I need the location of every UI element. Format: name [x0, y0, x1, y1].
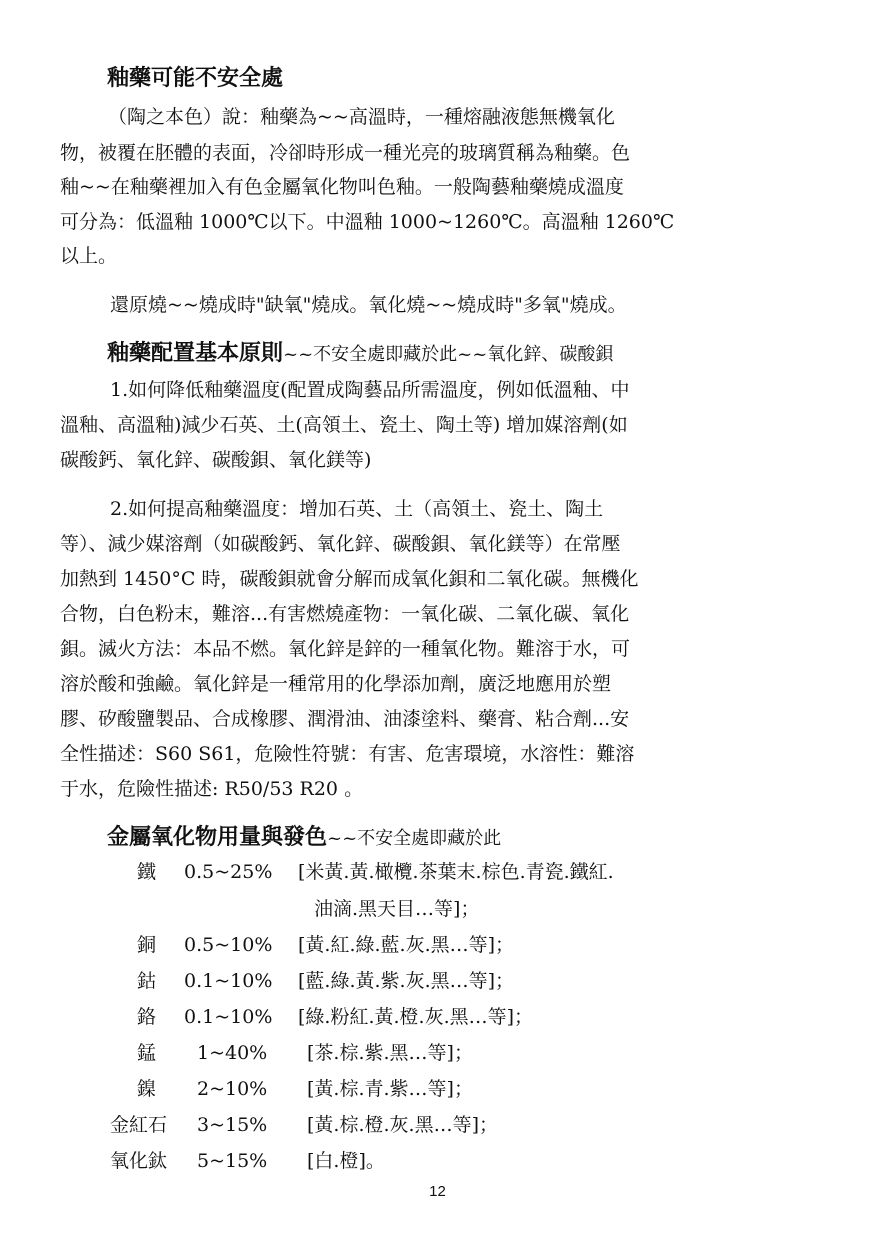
metal-name: 氧化鈦: [110, 1150, 168, 1172]
paragraph-line: 于水，危險性描述: R50/53 R20 。: [60, 778, 364, 800]
metal-colors: [黃.紅.綠.藍.灰.黑…等]；: [298, 934, 515, 956]
paragraph-line: 1.如何降低釉藥溫度(配置成陶藝品所需溫度，例如低溫釉、中: [110, 379, 630, 401]
metal-name: 錳: [137, 1042, 157, 1064]
paragraph-line: 合物，白色粉末，難溶...有害燃燒產物：一氧化碳、二氧化碳、氧化: [60, 603, 630, 625]
metal-range: 0.1~10%: [184, 1006, 273, 1028]
paragraph-line: 溶於酸和強鹼。氧化鋅是一種常用的化學添加劑，廣泛地應用於塑: [60, 673, 612, 695]
paragraph-line: 可分為：低溫釉 1000℃以下。中溫釉 1000~1260℃。高溫釉 1260℃: [60, 211, 675, 233]
metal-colors-continued: 油滴.黑天目…等]；: [314, 898, 480, 920]
heading-text: 釉藥配置基本原則: [107, 340, 284, 366]
section-heading-metal-oxides: [107, 824, 501, 852]
metal-range: 5~15%: [197, 1150, 268, 1172]
metal-range: 1~40%: [197, 1042, 268, 1064]
paragraph-line: 2.如何提高釉藥溫度：增加石英、土（高領土、瓷土、陶土: [110, 498, 604, 520]
metal-name: 銅: [137, 934, 157, 956]
metal-range: 0.5~10%: [184, 934, 273, 956]
paragraph-line: 加熱到 1450°C 時，碳酸鋇就會分解而成氧化鋇和二氧化碳。無機化: [60, 568, 639, 590]
heading-suffix: ~~不安全處即藏於此: [327, 828, 502, 849]
paragraph-line: 溫釉、高溫釉)減少石英、土(高領土、瓷土、陶土等) 增加媒溶劑(如: [60, 414, 628, 436]
metal-name: 鎳: [137, 1078, 157, 1100]
paragraph-line: 以上。: [60, 245, 118, 267]
metal-colors: [綠.粉紅.黃.橙.灰.黑…等]；: [298, 1006, 534, 1028]
metal-name: 鉻: [137, 1006, 157, 1028]
metal-colors: [黃.棕.橙.灰.黑…等]；: [307, 1114, 498, 1136]
metal-name: 鐵: [137, 861, 157, 883]
metal-colors: [茶.棕.紫.黑…等]；: [307, 1042, 473, 1064]
metal-colors: [白.橙]。: [307, 1150, 385, 1172]
metal-range: 0.5~25%: [184, 861, 273, 883]
metal-range: 0.1~10%: [184, 970, 273, 992]
section-heading-glaze-principles: [107, 340, 613, 368]
heading-text: 金屬氧化物用量與發色: [107, 824, 328, 850]
paragraph-line: 全性描述：S60 S61，危險性符號：有害、危害環境，水溶性：難溶: [60, 743, 635, 765]
metal-name: 鈷: [137, 970, 157, 992]
metal-colors: [黃.棕.青.紫…等]；: [307, 1078, 473, 1100]
heading-suffix: ~~不安全處即藏於此~~氧化鋅、碳酸鋇: [283, 344, 614, 365]
paragraph-line: 釉~~在釉藥裡加入有色金屬氧化物叫色釉。一般陶藝釉藥燒成溫度: [60, 176, 624, 198]
section-heading-glaze-unsafe: 釉藥可能不安全處: [107, 65, 284, 91]
paragraph-line: （陶之本色）說：釉藥為~~高溫時，一種熔融液態無機氧化: [108, 106, 615, 128]
metal-range: 3~15%: [197, 1114, 268, 1136]
paragraph-line: 鋇。滅火方法：本品不燃。氧化鋅是鋅的一種氧化物。難溶于水，可: [60, 638, 631, 660]
metal-colors: [藍.綠.黃.紫.灰.黑…等]；: [298, 970, 515, 992]
paragraph-line: 碳酸鈣、氧化鋅、碳酸鋇、氧化鎂等): [60, 449, 372, 471]
metal-name: 金紅石: [110, 1114, 168, 1136]
firing-note: 還原燒~~燒成時"缺氧"燒成。氧化燒~~燒成時"多氧"燒成。: [110, 294, 627, 316]
paragraph-line: 等）、減少媒溶劑（如碳酸鈣、氧化鋅、碳酸鋇、氧化鎂等）在常壓: [60, 533, 621, 555]
paragraph-line: 膠、矽酸鹽製品、合成橡膠、潤滑油、油漆塗料、藥膏、粘合劑...安: [60, 708, 630, 730]
metal-range: 2~10%: [197, 1078, 268, 1100]
metal-colors: [米黃.黃.橄欖.茶葉末.棕色.青瓷.鐵紅.: [298, 861, 614, 883]
page-number: 12: [429, 1183, 446, 1200]
paragraph-line: 物，被覆在胚體的表面，冷卻時形成一種光亮的玻璃質稱為釉藥。色: [60, 142, 631, 164]
